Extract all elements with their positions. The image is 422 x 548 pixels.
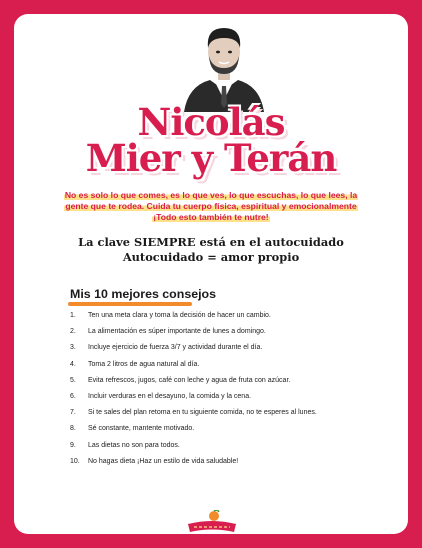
list-item bbox=[70, 324, 390, 340]
item-number: 8. bbox=[70, 425, 76, 433]
list-item bbox=[70, 340, 390, 356]
name-first: Nicolás bbox=[137, 100, 285, 144]
tips-title: Mis 10 mejores consejos bbox=[70, 287, 217, 301]
item-number: 3. bbox=[70, 344, 76, 352]
list-item bbox=[70, 373, 390, 389]
content-card bbox=[14, 14, 408, 534]
headline-line2: Autocuidado = amor propio bbox=[122, 250, 300, 264]
item-text: No hagas dieta ¡Haz un estilo de vida saludable! bbox=[88, 457, 239, 465]
item-text: Las dietas no son para todos. bbox=[88, 441, 180, 449]
item-number: 2. bbox=[70, 328, 76, 336]
list-item bbox=[70, 389, 390, 405]
item-text: Ten una meta clara y toma la decisión de hacer un cambio. bbox=[88, 312, 271, 319]
item-number: 10. bbox=[70, 457, 80, 465]
headline-line1: La clave SIEMPRE está en el autocuidado bbox=[78, 235, 344, 249]
tagline-text: No es solo lo que comes, es lo que ves, lo que escuchas, lo que lees, la gente que te rodea. Cuida tu cuerpo física, espiritual y emocionalmente ¡Todo esto también te nutre! bbox=[64, 190, 358, 222]
list-item bbox=[70, 308, 390, 324]
item-number: 4. bbox=[70, 360, 76, 368]
item-number: 6. bbox=[70, 393, 76, 401]
item-number: 7. bbox=[70, 409, 76, 417]
name-last: Mier y Terán bbox=[85, 136, 337, 180]
list-item bbox=[70, 405, 390, 421]
item-number: 9. bbox=[70, 441, 76, 449]
tips-list bbox=[70, 308, 390, 470]
list-item bbox=[70, 454, 390, 470]
item-text: Sé constante, mantente motivado. bbox=[88, 425, 195, 433]
headline bbox=[14, 235, 408, 265]
item-text: Incluir verduras en el desayuno, la comida y la cena. bbox=[88, 393, 252, 401]
item-text: Si te sales del plan retoma en tu siguiente comida, no te esperes al lunes. bbox=[88, 409, 317, 417]
item-text: Incluye ejercicio de fuerza 3/7 y actividad durante el día. bbox=[88, 344, 263, 352]
brand-logo bbox=[184, 510, 240, 534]
item-text: Toma 2 litros de agua natural al día. bbox=[88, 360, 200, 368]
item-number: 1. bbox=[70, 312, 76, 319]
item-number: 5. bbox=[70, 376, 76, 384]
portrait-illustration bbox=[176, 16, 272, 112]
item-text: La alimentación es súper importante de lunes a domingo. bbox=[88, 328, 266, 336]
list-item bbox=[70, 357, 390, 373]
section-title-underline bbox=[68, 302, 192, 306]
list-item bbox=[70, 421, 390, 437]
item-text: Evita refrescos, jugos, café con leche y agua de fruta con azúcar. bbox=[88, 376, 291, 384]
tagline bbox=[58, 190, 364, 223]
list-item bbox=[70, 438, 390, 454]
